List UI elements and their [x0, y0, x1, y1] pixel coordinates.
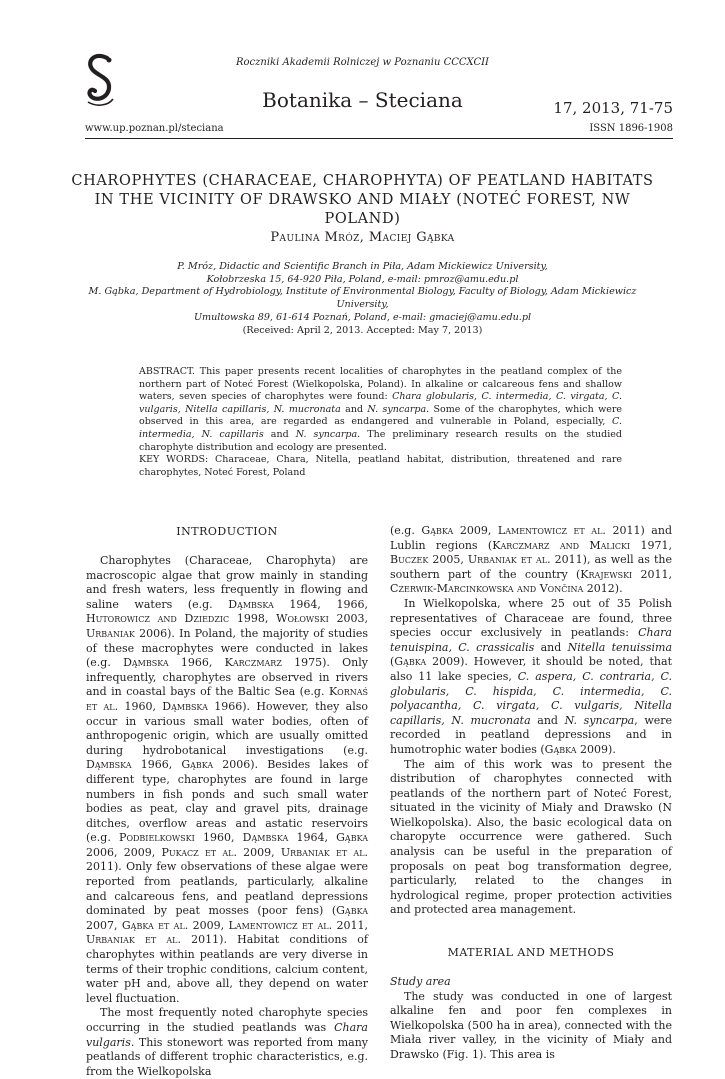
keywords: KEY WORDS: Characeae, Chara, Nitella, peatland habitat, distribution, threatened and rare charophytes, Noteć Forest, Poland — [139, 454, 622, 478]
article-title — [60, 172, 665, 229]
article-title-line-2: IN THE VICINITY OF DRAWSKO AND MIAŁY (NOTEĆ FOREST, NW POLAND) — [94, 192, 631, 227]
affiliation-line: P. Mróz, Didactic and Scientific Branch in Piła, Adam Mickiewicz University, — [177, 261, 548, 272]
intro-paragraph: Charophytes (Characeae, Charophyta) are macroscopic algae that grow mainly in standing and fresh waters, less frequently in flowing and saline waters (e.g. Dąmbska 1964, 1966, Hutorowicz and Dziedzic 1998, Wołowski 2003, Urbaniak 2006). In Poland, the majority of studies of these macrophytes were conducted in lakes (e.g. Dąmbska 1966, Karczmarz 1975). Only infrequently, charophytes are observed in rivers and in coastal bays of the Baltic Sea (e.g. Kornaś et al. 1960, Dąmbska 1966). However, they also occur in various small water bodies, often of anthropogenic origin, which are usually omitted during hydrobotanical investigations (e.g. Dąmbska 1966, Gąbka 2006). Besides lakes of different type, charophytes are found in large numbers in fish ponds and such small water bodies as peat, clay and gravel pits, drainage ditches, overflow areas and astatic reservoirs (e.g. Podbielkowski 1960, Dąmbska 1964, Gąbka 2006, 2009, Pukacz et al. 2009, Urbaniak et al. 2011). Only few observations of these algae were reported from peatlands, particularly, alkaline and calcareous fens, and peatland depressions dominated by peat mosses (poor fens) (Gąbka 2007, Gąbka et al. 2009, Lamentowicz et al. 2011, Urbaniak et al. 2011). Habitat conditions of charophytes within peatlands are very diverse in terms of their trophic conditions, calcium content, water pH and, above all, they depend on water level fluctuation. — [86, 554, 369, 1005]
intro-paragraph: The most frequently noted charophyte species occurring in the studied peatlands was Chara vulgaris. This stonewort was reported from many peatlands of different trophic characteristics, e.g. from the Wielkopolska — [86, 1006, 368, 1078]
abstract-label: ABSTRACT. — [139, 366, 195, 377]
affiliations — [70, 261, 655, 325]
journal-title: Botanika – Steciana — [262, 88, 463, 112]
journal-url: www.up.poznan.pl/steciana — [85, 123, 224, 134]
authors: Paulina Mróz, Maciej Gąbka — [270, 230, 455, 245]
volume-pages: 17, 2013, 71-75 — [553, 99, 673, 117]
section-heading-introduction: INTRODUCTION — [176, 525, 278, 538]
article-title-line-1: CHAROPHYTES (CHARACEAE, CHAROPHYTA) OF PEATLAND HABITATS — [71, 173, 654, 189]
affiliation-line: Umultowska 89, 61-614 Poznań, Poland, e-mail: gmaciej@amu.edu.pl — [193, 311, 532, 323]
right-column — [390, 524, 672, 1063]
keywords-label: KEY WORDS: — [139, 454, 209, 465]
affiliation-line: Kołobrzeska 15, 64-920 Piła, Poland, e-mail: pmroz@amu.edu.pl — [206, 273, 519, 285]
section-heading-methods: MATERIAL AND METHODS — [447, 946, 615, 960]
abstract: ABSTRACT. This paper presents recent localities of charophytes in the peatland complex of the northern part of Noteć Forest (Wielkopolska, Poland). In alkaline or calcareous fens and shallow waters, seven species of charophytes were found: Chara globularis, C. intermedia, C. virgata, C. vulgaris, Nitella capillaris, N. mucronata and N. syncarpa. Some of the charophytes, which were observed in this area, are regarded as endangered and vulnerable in Poland, especially, C. intermedia, N. capillaris and N. syncarpa. The preliminary research results on the studied charophyte distribution and ecology are presented. — [139, 366, 622, 453]
affiliation-line: M. Gąbka, Department of Hydrobiology, Institute of Environmental Biology, Faculty of Biology, Adam Mickiewicz University, — [88, 286, 637, 311]
left-column — [86, 524, 368, 1079]
intro-paragraph: The aim of this work was to present the distribution of charophytes connected with peatlands of the northern part of Noteć Forest, situated in the vicinity of Miały and Drawsko (N Wielkopolska). Also, the basic ecological data on charopyte occurrence were gathered. Such analysis can be useful in the preparation of proposals on peat bog transformation degree, particularly, related to the changes in hydrological regime, proper protection activities and protected area management. — [390, 757, 672, 917]
issn: ISSN 1896-1908 — [589, 123, 673, 134]
received-dates: (Received: April 2, 2013. Accepted: May 7, 2013) — [242, 325, 483, 336]
methods-paragraph: The study was conducted in one of largest alkaline fen and poor fen complexes in Wielkopolska (500 ha in area), connected with the Miała river valley, in the vicinity of Miały and Drawsko (Fig. 1). This area is — [390, 989, 672, 1061]
header-divider — [85, 138, 673, 139]
subheading-study-area: Study area — [390, 975, 451, 989]
intro-paragraph: In Wielkopolska, where 25 out of 35 Polish representatives of Characeae are found, three species occur exclusively in peatlands: Chara tenuispina, C. crassicalis and Nitella tenuissima (Gąbka 2009). However, it should be noted, that also 11 lake species, C. aspera, C. contraria, C. globularis, C. hispida, C. intermedia, C. polyacantha, C. virgata, C. vulgaris, Nitella capillaris, N. mucronata and N. syncarpa, were recorded in peatland depressions and in humotrophic water bodies (Gąbka 2009). — [390, 596, 673, 756]
intro-paragraph-continued: (e.g. Gąbka 2009, Lamentowicz et al. 2011) and Lublin regions (Karczmarz and Malicki 1971, Buczek 2005, Urbaniak et al. 2011), as well as the southern part of the country (Krajewski 2011, Czerwik-Marcinkowska and Vončina 2012). — [390, 524, 672, 596]
journal-series-line: Roczniki Akademii Rolniczej w Poznaniu CCCXCII — [235, 57, 490, 68]
